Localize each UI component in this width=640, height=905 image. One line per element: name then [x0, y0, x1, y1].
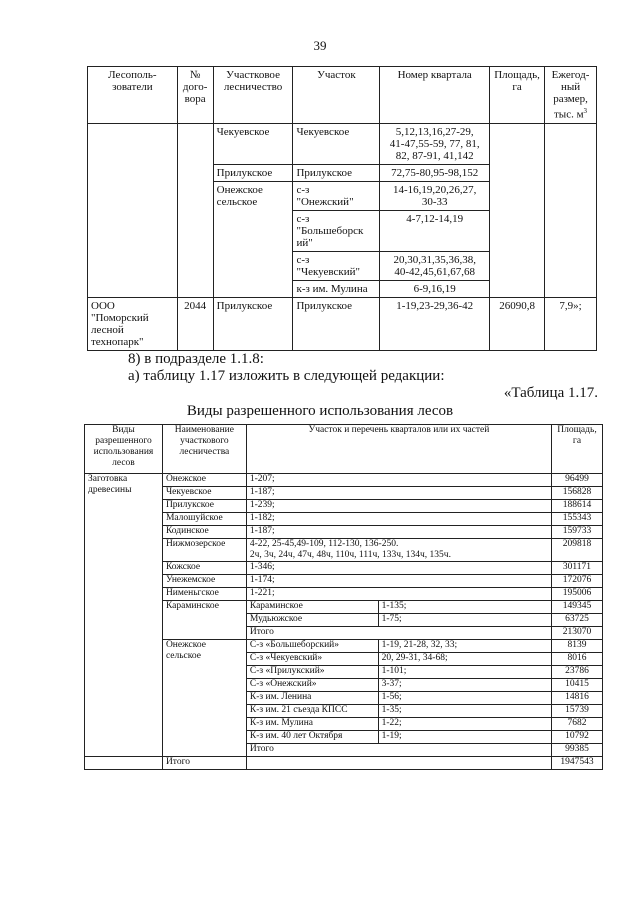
header-area: Площадь, га	[490, 67, 545, 124]
table-title: Виды разрешенного использования лесов	[186, 403, 454, 419]
cell-section: К-з им. 40 лет Октября	[246, 731, 378, 744]
cell-quarters: 1-187;	[246, 487, 551, 500]
table-row	[85, 640, 603, 653]
cell-area: 195006	[551, 588, 602, 601]
cell-forestry: Онежское сельское	[213, 182, 293, 298]
cell-quarters: 1-22;	[378, 718, 551, 731]
header-forestry: Участковое лесничество	[213, 67, 293, 124]
cell-quarter: 14-16,19,20,26,27, 30-33	[380, 182, 490, 211]
header-area: Площадь, га	[551, 425, 602, 474]
cell-section: Мудьюжское	[246, 614, 378, 627]
cell-quarters: 1-19;	[378, 731, 551, 744]
cell-forestry: Кодинское	[162, 526, 246, 539]
cell-area: 10792	[551, 731, 602, 744]
table-row	[85, 474, 603, 487]
page-number: 39	[313, 38, 327, 53]
cell-area: 209818	[551, 539, 602, 562]
cell-forestry: Прилукское	[213, 165, 293, 182]
cell-quarters: 3-37;	[378, 679, 551, 692]
cell-quarters: 1-346;	[246, 562, 551, 575]
cell-area: 15739	[551, 705, 602, 718]
table1-header-row	[88, 67, 597, 124]
cell-forestry: Малошуйское	[162, 513, 246, 526]
cell-quarters: 1-221;	[246, 588, 551, 601]
empty-cell	[85, 757, 163, 770]
table-row	[85, 575, 603, 588]
cell-area: 156828	[551, 487, 602, 500]
table-row	[85, 757, 603, 770]
table-row	[85, 487, 603, 500]
cell-area: 301171	[551, 562, 602, 575]
cell-area: 8016	[551, 653, 602, 666]
header-kinds: Виды разрешенного использования лесов	[85, 425, 163, 474]
cell-subtotal-label: Итого	[246, 744, 551, 757]
cell-area: 96499	[551, 474, 602, 487]
cell-quarters: 20, 29-31, 34-68;	[378, 653, 551, 666]
cell-section: с-з "Онежский"	[293, 182, 380, 211]
cell-area: 10415	[551, 679, 602, 692]
table2-header-row	[85, 425, 603, 474]
cell-section: Прилукское	[293, 298, 380, 351]
cell-quarters: 1-207;	[246, 474, 551, 487]
table-row	[88, 298, 597, 351]
cell-area: 8139	[551, 640, 602, 653]
cell-section: К-з им. Мулина	[246, 718, 378, 731]
cell-subtotal-label: Итого	[246, 627, 551, 640]
cell-section: Караминское	[246, 601, 378, 614]
cell-section: С-з «Прилукский»	[246, 666, 378, 679]
cell-quarter: 5,12,13,16,27-29, 41-47,55-59, 77, 81, 82, 87-91, 41,142	[380, 124, 490, 165]
cell-area: 7682	[551, 718, 602, 731]
cell-section: Чекуевское	[293, 124, 380, 165]
empty-cell	[246, 757, 551, 770]
cell-quarters: 1-182;	[246, 513, 551, 526]
cell-section: с-з "Чекуевский"	[293, 252, 380, 281]
cell-quarters: 1-35;	[378, 705, 551, 718]
empty-cell	[545, 124, 597, 298]
cell-quarter: 1-19,23-29,36-42	[380, 298, 490, 351]
cell-area: 159733	[551, 526, 602, 539]
cell-section: К-з им. 21 съезда КПСС	[246, 705, 378, 718]
cell-area: 149345	[551, 601, 602, 614]
cell-section: К-з им. Ленина	[246, 692, 378, 705]
cell-total-label: Итого	[162, 757, 246, 770]
cell-quarters: 1-56;	[378, 692, 551, 705]
cell-quarters: 4-22, 25-45,49-109, 112-130, 136-250. 2ч, 3ч, 24ч, 47ч, 48ч, 110ч, 111ч, 133ч, 134ч, 135ч.	[246, 539, 551, 562]
paragraph-instruction: а) таблицу 1.17 изложить в следующей редакции:	[128, 368, 445, 384]
header-quarter: Номер квартала	[380, 67, 490, 124]
cell-forestry: Нименьгское	[162, 588, 246, 601]
cell-total-area: 1947543	[551, 757, 602, 770]
paragraph-subsection: 8) в подразделе 1.1.8:	[128, 351, 264, 367]
header-list: Участок и перечень кварталов или их частей	[246, 425, 551, 474]
forest-users-table	[87, 66, 597, 351]
cell-section: Прилукское	[293, 165, 380, 182]
cell-area: 26090,8	[490, 298, 545, 351]
cell-section: к-з им. Мулина	[293, 281, 380, 298]
cell-forestry: Прилукское	[213, 298, 293, 351]
cell-quarter: 4-7,12-14,19	[380, 211, 490, 252]
cell-area: 188614	[551, 500, 602, 513]
table-row	[85, 562, 603, 575]
cell-quarter: 72,75-80,95-98,152	[380, 165, 490, 182]
cell-quarters: 1-101;	[378, 666, 551, 679]
table2-body	[85, 474, 603, 770]
permitted-use-table	[84, 424, 603, 770]
cell-quarter: 6-9,16,19	[380, 281, 490, 298]
cell-use-kind: Заготовка древесины	[85, 474, 163, 757]
header-contract: № дого- вора	[177, 67, 213, 124]
header-annual: Ежегод- ный размер, тыс. $м^3$	[545, 67, 597, 124]
cell-forestry: Чекуевское	[213, 124, 293, 165]
empty-cell	[88, 124, 178, 298]
unit-superscript: 3	[583, 107, 588, 115]
cell-area: 172076	[551, 575, 602, 588]
cell-subtotal-area: 213070	[551, 627, 602, 640]
header-section: Участок	[293, 67, 380, 124]
cell-quarters: 1-174;	[246, 575, 551, 588]
cell-area: 63725	[551, 614, 602, 627]
cell-quarters: 1-19, 21-28, 32, 33;	[378, 640, 551, 653]
cell-forestry: Онежское сельское	[162, 640, 246, 757]
table-row	[85, 588, 603, 601]
cell-annual: 7,9»;	[545, 298, 597, 351]
cell-forestry: Чекуевское	[162, 487, 246, 500]
cell-contract: 2044	[177, 298, 213, 351]
table-label: «Таблица 1.17.	[503, 385, 598, 401]
table-row	[85, 526, 603, 539]
header-users: Лесополь- зователи	[88, 67, 178, 124]
cell-subtotal-area: 99385	[551, 744, 602, 757]
empty-cell	[177, 124, 213, 298]
cell-forestry: Караминское	[162, 601, 246, 640]
table-row	[85, 539, 603, 562]
cell-quarters: 1-75;	[378, 614, 551, 627]
cell-section: С-з «Чекуевский»	[246, 653, 378, 666]
cell-section: С-з «Онежский»	[246, 679, 378, 692]
table-row	[85, 500, 603, 513]
cell-area: 23786	[551, 666, 602, 679]
cell-quarters: 1-239;	[246, 500, 551, 513]
cell-area: 14816	[551, 692, 602, 705]
cell-area: 155343	[551, 513, 602, 526]
cell-users: ООО "Поморский лесной технопарк"	[88, 298, 178, 351]
cell-forestry: Унежемское	[162, 575, 246, 588]
cell-quarter: 20,30,31,35,36,38, 40-42,45,61,67,68	[380, 252, 490, 281]
table-row	[85, 601, 603, 614]
cell-section: с-з "Большеборск ий"	[293, 211, 380, 252]
header-name: Наименование участкового лесничества	[162, 425, 246, 474]
cell-section: С-з «Большеборский»	[246, 640, 378, 653]
cell-quarters: 1-187;	[246, 526, 551, 539]
cell-forestry: Кожское	[162, 562, 246, 575]
cell-forestry: Прилукское	[162, 500, 246, 513]
cell-forestry: Нижмозерское	[162, 539, 246, 562]
empty-cell	[490, 124, 545, 298]
cell-quarters: 1-135;	[378, 601, 551, 614]
table-row	[88, 124, 597, 165]
cell-forestry: Онежское	[162, 474, 246, 487]
table-row	[85, 513, 603, 526]
